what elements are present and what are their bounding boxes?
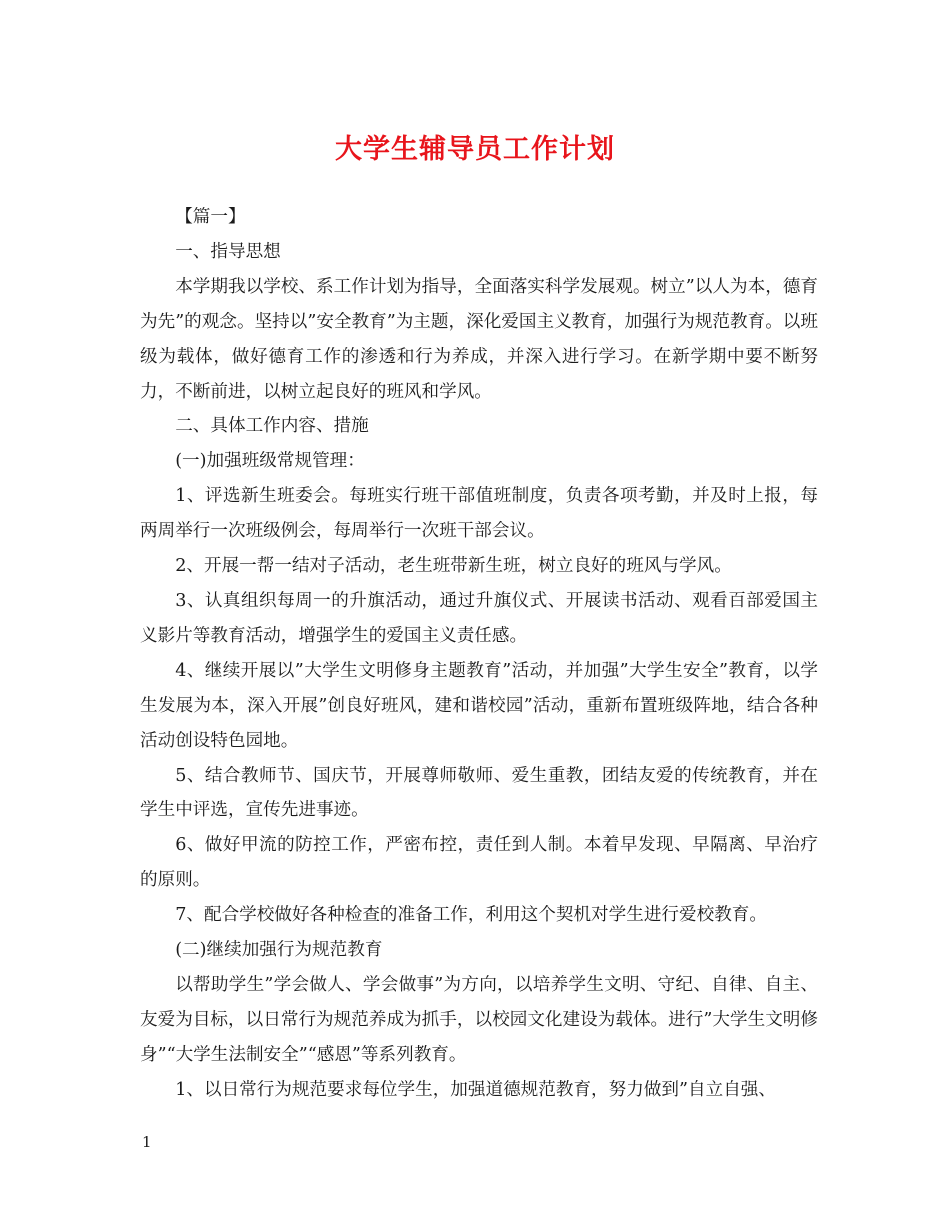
paragraph: 本学期我以学校、系工作计划为指导，全面落实科学发展观。树立”以人为本，德育为先”的观念。坚持以”安全教育”为主题，深化爱国主义教育，加强行为规范教育。以班级为载体，做好德育工作的渗透和行为养成，并深入进行学习。在新学期中要不断努力，不断前进，以树立起良好的班风和学风。 (140, 276, 818, 402)
heading-work-content: 二、具体工作内容、措施 (175, 416, 369, 437)
paragraph: 以帮助学生”学会做人、学会做事”为方向，以培养学生文明、守纪、自律、自主、友爱为目标，以日常行为规范养成为抓手，以校园文化建设为载体。进行”大学生文明修身”“大学生法制安全”“感恩”等系列教育。 (140, 974, 818, 1065)
list-item: 4、继续开展以”大学生文明修身主题教育”活动，并加强”大学生安全”教育，以学生发展为本，深入开展”创良好班风，建和谐校园”活动，重新布置班级阵地，结合各种活动创设特色园地。 (140, 660, 818, 751)
list-item: 2、开展一帮一结对子活动，老生班带新生班，树立良好的班风与学风。 (175, 556, 732, 577)
document-title: 大学生辅导员工作计划 (335, 134, 615, 165)
list-item: 5、结合教师节、国庆节，开展尊师敬师、爱生重教，团结友爱的传统教育，并在学生中评选，宣传先进事迹。 (140, 765, 818, 821)
list-item: 1、评选新生班委会。每班实行班干部值班制度，负责各项考勤，并及时上报，每两周举行一次班级例会，每周举行一次班干部会议。 (140, 486, 818, 542)
page-number: 1 (142, 1133, 152, 1151)
list-item: 1、以日常行为规范要求每位学生，加强道德规范教育，努力做到”自立自强、 (175, 1079, 776, 1100)
subheading-behavior-education: (二)继续加强行为规范教育 (175, 940, 383, 961)
section-label: 【篇一】 (175, 207, 246, 227)
list-item: 3、认真组织每周一的升旗活动，通过升旗仪式、开展读书活动、观看百部爱国主义影片等教育活动，增强学生的爱国主义责任感。 (140, 590, 818, 646)
list-item: 7、配合学校做好各种检查的准备工作，利用这个契机对学生进行爱校教育。 (175, 905, 767, 926)
document-body (140, 200, 818, 1108)
heading-guiding-thought: 一、指导思想 (175, 241, 281, 262)
list-item: 6、做好甲流的防控工作，严密布控，责任到人制。本着早发现、早隔离、早治疗的原则。 (140, 835, 818, 891)
subheading-class-management: (一)加强班级常规管理： (175, 451, 365, 472)
